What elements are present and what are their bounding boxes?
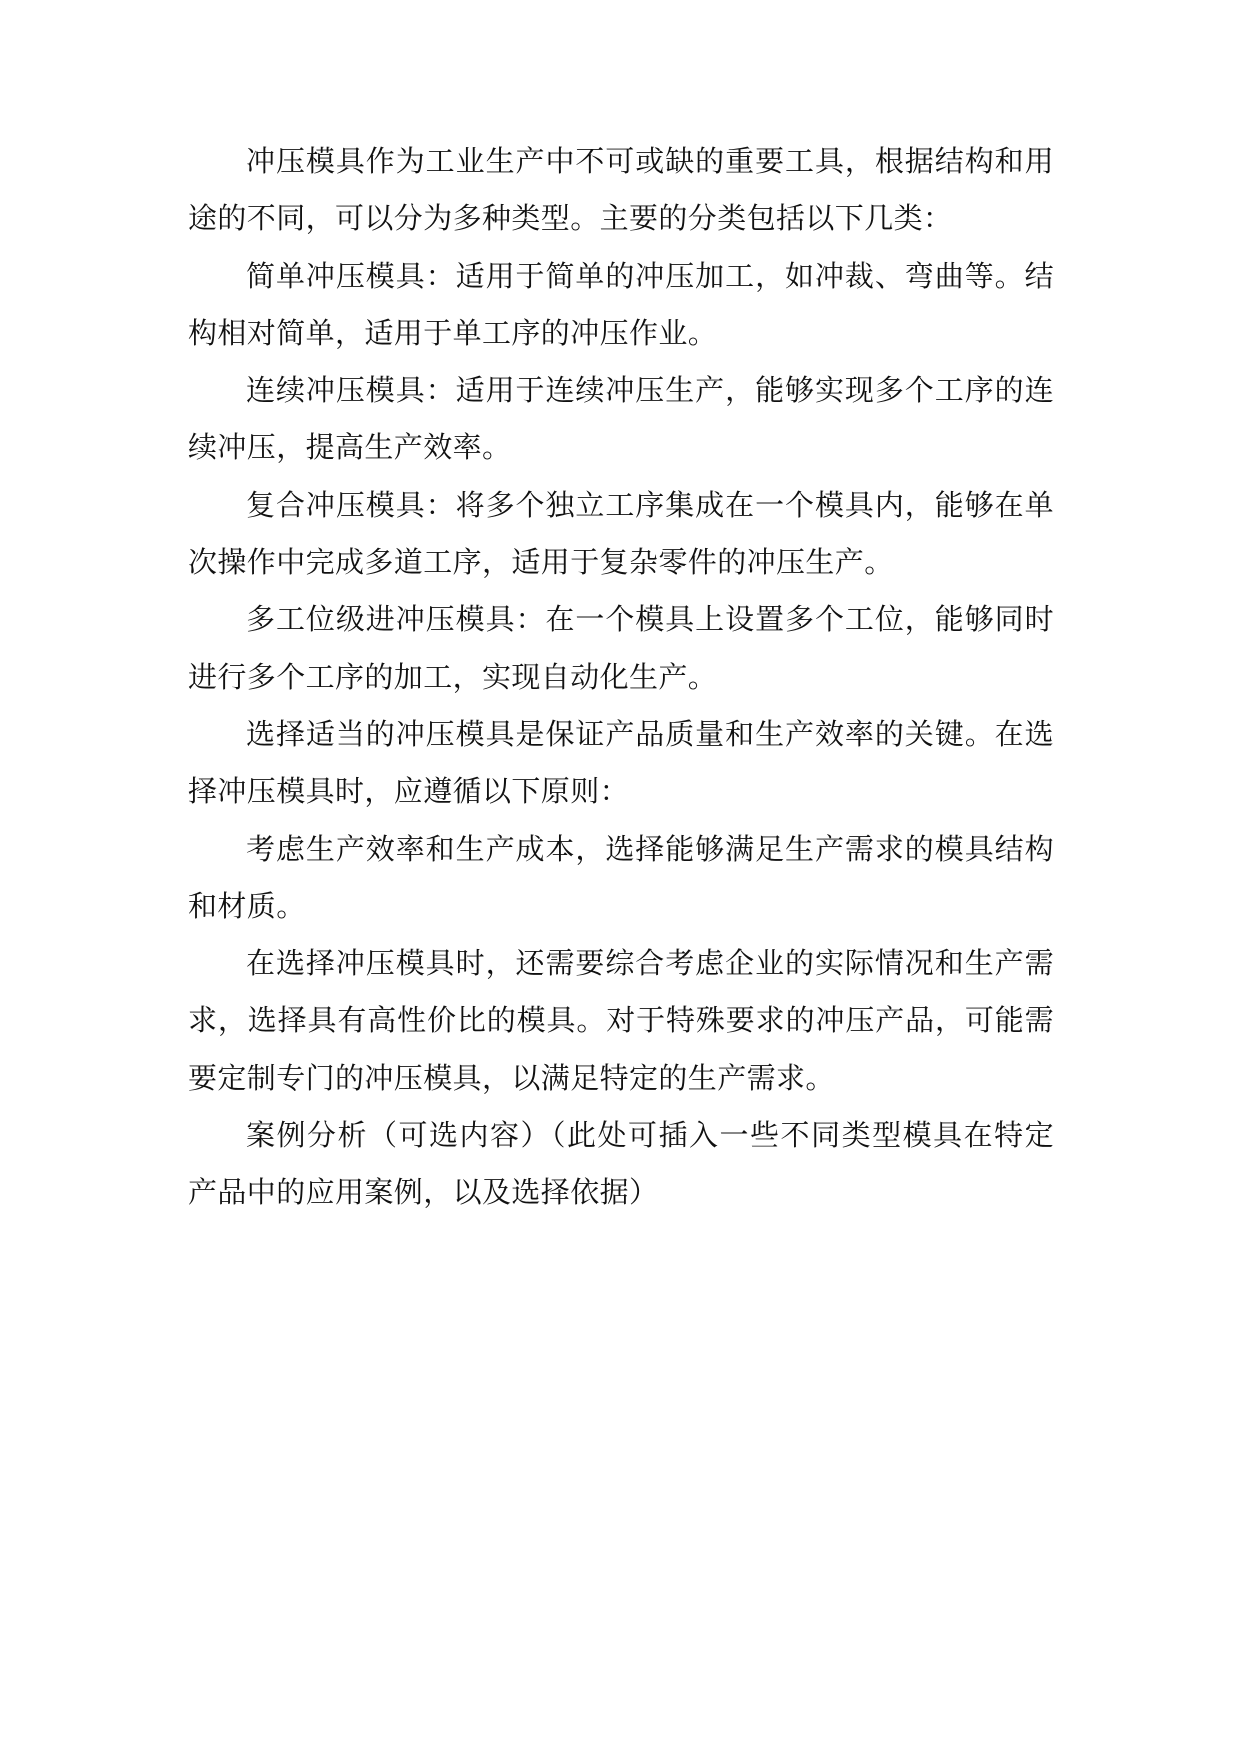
paragraph-selection-principles: 选择适当的冲压模具是保证产品质量和生产效率的关键。在选择冲压模具时，应遵循以下原则： [188, 716, 1054, 809]
paragraph-die-classification-intro: 冲压模具作为工业生产中不可或缺的重要工具，根据结构和用途的不同，可以分为多种类型。主要的分类包括以下几类： [188, 144, 1054, 236]
paragraph-progressive-die: 连续冲压模具：适用于连续冲压生产，能够实现多个工序的连续冲压，提高生产效率。 [188, 373, 1054, 465]
paragraph-compound-die: 复合冲压模具：将多个独立工序集成在一个模具内，能够在单次操作中完成多道工序，适用于复杂零件的冲压生产。 [188, 487, 1054, 580]
document-page [188, 133, 1054, 1222]
paragraph-multi-station-die: 多工位级进冲压模具：在一个模具上设置多个工位，能够同时进行多个工序的加工，实现自动化生产。 [188, 602, 1054, 694]
paragraph-simple-die: 简单冲压模具：适用于简单的冲压加工，如冲裁、弯曲等。结构相对简单，适用于单工序的冲压作业。 [188, 258, 1054, 350]
paragraph-case-analysis: 案例分析（可选内容）（此处可插入一些不同类型模具在特定产品中的应用案例，以及选择依据） [188, 1118, 1054, 1210]
paragraph-enterprise-needs: 在选择冲压模具时，还需要综合考虑企业的实际情况和生产需求，选择具有高性价比的模具。对于特殊要求的冲压产品，可能需要定制专门的冲压模具，以满足特定的生产需求。 [188, 946, 1054, 1095]
paragraph-efficiency-cost: 考虑生产效率和生产成本，选择能够满足生产需求的模具结构和材质。 [188, 831, 1054, 923]
